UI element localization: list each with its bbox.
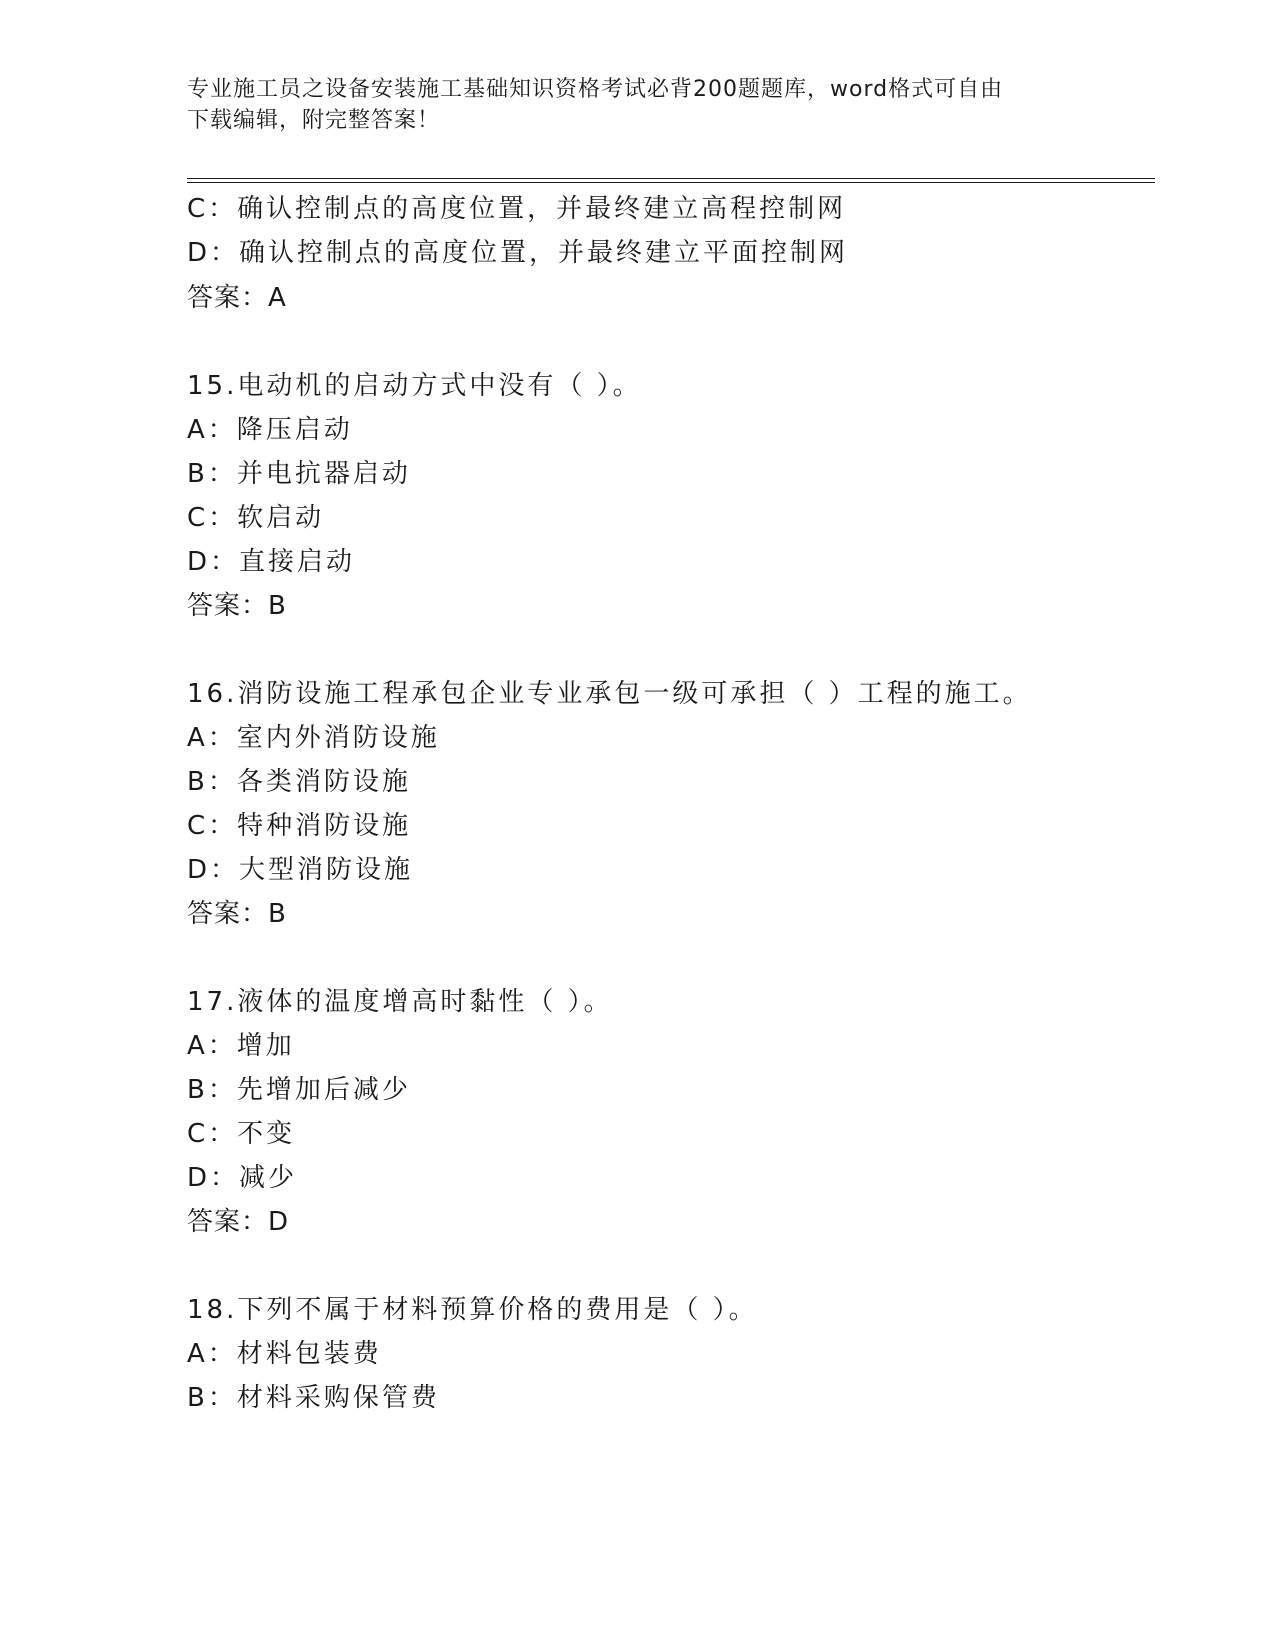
question-17-option-a: A：增加 <box>187 1031 295 1061</box>
question-15-option-c: C：软启动 <box>187 503 325 533</box>
header-line-1: 专业施工员之设备安装施工基础知识资格考试必背200题题库，word格式可自由 <box>187 77 1004 102</box>
document-header <box>187 74 1067 136</box>
question-15-option-d: D：直接启动 <box>187 547 356 577</box>
question-17-option-c: C：不变 <box>187 1119 296 1149</box>
header-divider-bottom <box>187 182 1155 183</box>
question-17-option-b: B：先增加后减少 <box>187 1075 411 1105</box>
prev-option-c: C：确认控制点的高度位置，并最终建立高程控制网 <box>187 194 847 224</box>
question-17-answer: 答案：D <box>187 1207 290 1237</box>
question-15-option-a: A：降压启动 <box>187 415 353 445</box>
question-15-answer: 答案：B <box>187 591 287 621</box>
header-divider-top <box>187 178 1155 179</box>
question-16-option-b: B：各类消防设施 <box>187 767 411 797</box>
question-16-answer: 答案：B <box>187 899 287 929</box>
question-15-option-b: B：并电抗器启动 <box>187 459 411 489</box>
question-18-stem: 18.下列不属于材料预算价格的费用是（ ）。 <box>187 1295 758 1325</box>
question-16-option-c: C：特种消防设施 <box>187 811 412 841</box>
header-line-2: 下载编辑，附完整答案！ <box>187 108 441 133</box>
question-16-option-a: A：室内外消防设施 <box>187 723 440 753</box>
prev-option-d: D：确认控制点的高度位置，并最终建立平面控制网 <box>187 238 849 268</box>
question-16-stem: 16.消防设施工程承包企业专业承包一级可承担（ ）工程的施工。 <box>187 679 1032 709</box>
prev-answer: 答案：A <box>187 283 287 313</box>
question-15-stem: 15.电动机的启动方式中没有（ ）。 <box>187 371 642 401</box>
question-17-option-d: D：减少 <box>187 1163 298 1193</box>
question-17-stem: 17.液体的温度增高时黏性（ ）。 <box>187 987 613 1017</box>
question-18-option-a: A：材料包装费 <box>187 1339 382 1369</box>
question-16-option-d: D：大型消防设施 <box>187 855 414 885</box>
question-18-option-b: B：材料采购保管费 <box>187 1383 440 1413</box>
